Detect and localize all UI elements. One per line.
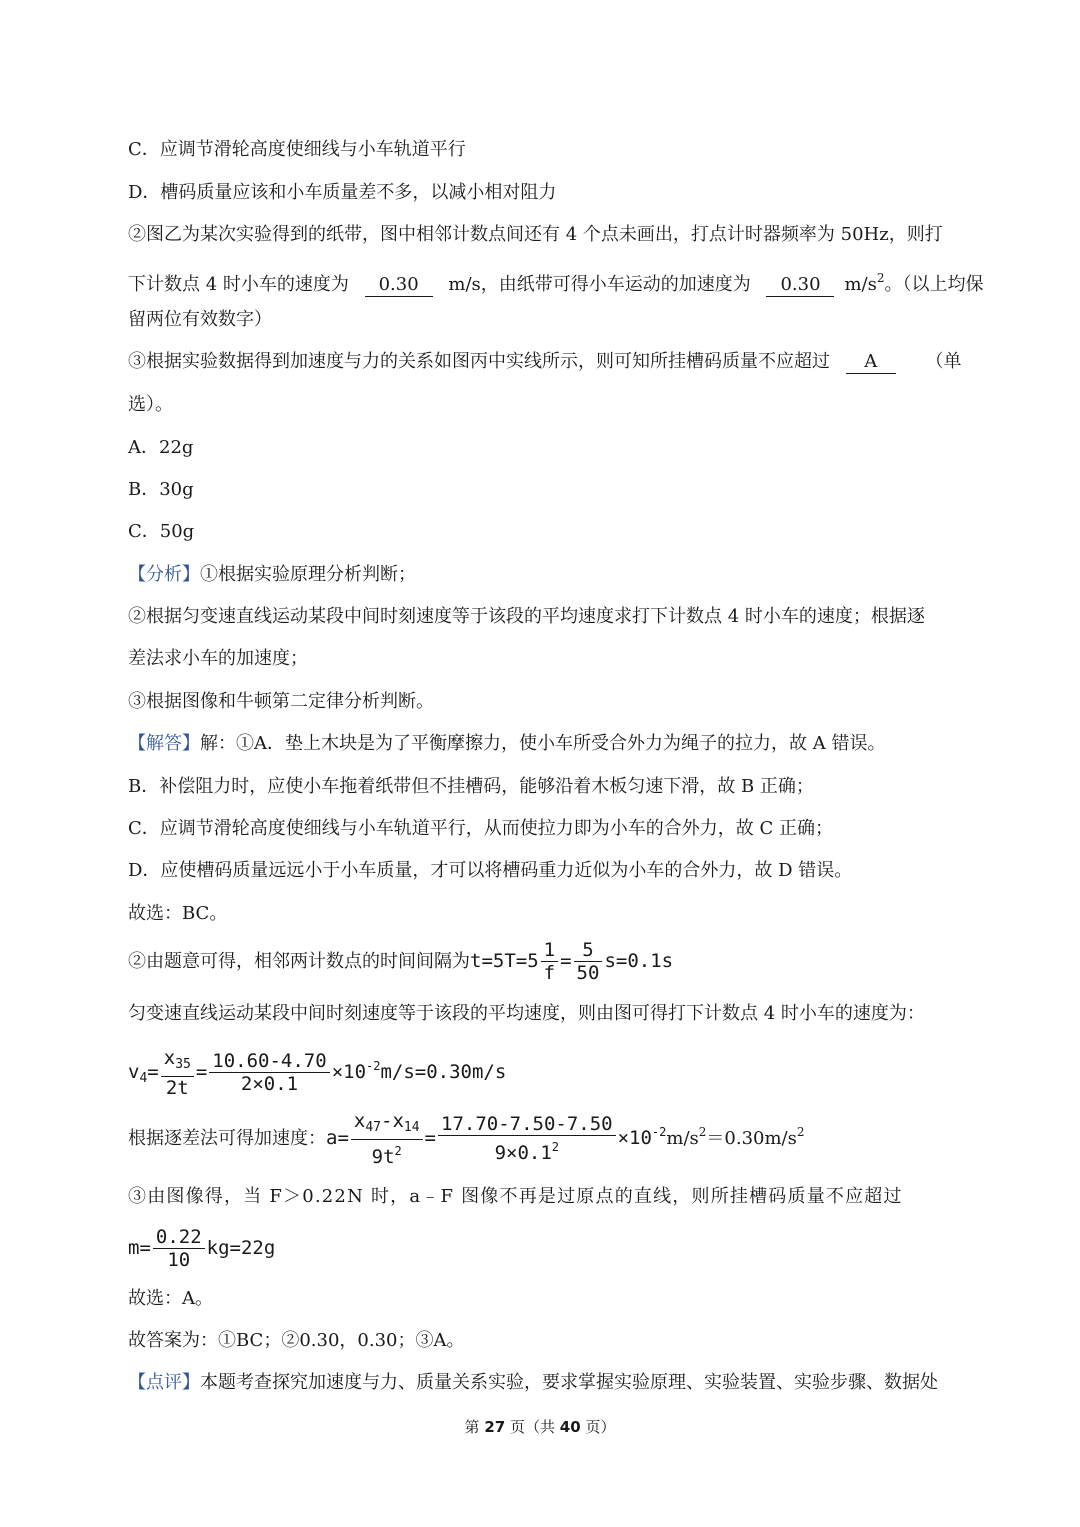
comment-line1	[128, 1370, 938, 1396]
part2-text-d: 。（以上均保	[884, 274, 984, 295]
analysis-tag: 【分析】	[128, 564, 200, 585]
formula-mass: m= $\frac{0.22}{10}$ kg=22g	[128, 1226, 276, 1271]
fraction: $\frac{0.22}{10}$	[153, 1226, 205, 1271]
analysis-line1	[128, 562, 416, 588]
fraction: $\frac{17.70-7.50-7.50}{9\times 0.1^2}$	[438, 1113, 616, 1164]
choice-c: C．50g	[128, 521, 195, 542]
answer-blank-choice: A	[846, 351, 896, 374]
part2-unit-sup: 2	[876, 271, 885, 285]
page-number: 27	[484, 1418, 506, 1436]
part3-text: ③根据实验数据得到加速度与力的关系如图丙中实线所示，则可知所挂槽码质量不应超过	[128, 351, 830, 372]
solution-line10: 故选：A。	[128, 1288, 213, 1309]
page-footer: 第 27 页（共 40 页）	[464, 1418, 616, 1436]
option-d: D．槽码质量应该和小车质量差不多，以减小相对阻力	[128, 182, 557, 203]
comment-tag: 【点评】	[128, 1372, 200, 1393]
solution-line8: 根据逐差法可得加速度：a= $\frac{x_{47}-x_{14}}{9t^2}$ = $\frac{17.70-7.50-7.50}{9\times 0.1^2}$ $\times 10^{-2}m/s^2=0.30m/s^2$	[128, 1109, 805, 1168]
part3-line2: 选）。	[128, 394, 173, 415]
choice-b: B．30g	[128, 479, 194, 500]
comment-text: 本题考查探究加速度与力、质量关系实验，要求掌握实验原理、实验装置、实验步骤、数据处	[200, 1372, 938, 1393]
part2-line1: ②图乙为某次实验得到的纸带，图中相邻计数点间还有 4 个点未画出，打点计时器频率为 50Hz，则打	[128, 224, 943, 245]
solution-text6: ②由题意可得，相邻两计数点的时间间隔为	[128, 951, 470, 972]
fraction: $\frac{x_{47}-x_{14}}{9t^2}$	[351, 1110, 423, 1168]
solution-line6	[128, 936, 673, 987]
solution-line2: B．补偿阻力时，应使小车拖着纸带但不挂槽码，能够沿着木板匀速下滑，故 B 正确；	[128, 776, 814, 797]
solution-line1	[128, 731, 885, 757]
solution-tag: 【解答】	[128, 733, 200, 754]
part2-text-b: m/s，由纸带可得小车运动的加速度为	[448, 274, 751, 295]
part3-text-end: （单	[925, 351, 962, 372]
fraction: $\frac{1}{f}$	[541, 939, 558, 984]
choice-a: A．22g	[128, 437, 194, 458]
formula-velocity: $v_4=$ $\frac{x_{35}}{2t}$ = $\frac{10.60-4.70}{2\times 0.1}$ $\times 10^{-2}m/s=0.30m/s$	[128, 1046, 507, 1099]
part2-text-a: 下计数点 4 时小车的速度为	[128, 274, 349, 295]
answer-blank-velocity: 0.30	[365, 274, 433, 297]
solution-text1: 解：①A．垫上木块是为了平衡摩擦力，使小车所受合外力为绳子的拉力，故 A 错误。	[200, 733, 886, 754]
analysis-line3: 差法求小车的加速度；	[128, 648, 308, 669]
part3-line1	[128, 349, 961, 375]
solution-line11: 故答案为：①BC；②0.30，0.30；③A。	[128, 1330, 465, 1351]
page-total: 40	[559, 1418, 581, 1436]
fraction: $\frac{x_{35}}{2t}$	[161, 1047, 194, 1099]
solution-line7: 匀变速直线运动某段中间时刻速度等于该段的平均速度，则由图可得打下计数点 4 时小车的速度为：	[128, 1003, 925, 1024]
analysis-line4: ③根据图像和牛顿第二定律分析判断。	[128, 691, 434, 712]
fraction: $\frac{10.60-4.70}{2\times 0.1}$	[209, 1050, 329, 1095]
fraction: $\frac{5}{50}$	[574, 939, 603, 984]
part2-line2	[128, 265, 984, 298]
solution-line9: ③由图像得，当 F＞0.22N 时，a﹣F 图像不再是过原点的直线，则所挂槽码质量不应超过	[128, 1186, 903, 1207]
formula-time-interval: t=5T=5 $\frac{1}{f}$ = $\frac{5}{50}$ s=0.1s	[470, 939, 674, 984]
option-c: C．应调节滑轮高度使细线与小车轨道平行	[128, 139, 466, 160]
solution-text8: 根据逐差法可得加速度：	[128, 1128, 326, 1149]
solution-line3: C．应调节滑轮高度使细线与小车轨道平行，从而使拉力即为小车的合外力，故 C 正确；	[128, 818, 833, 839]
solution-line4: D．应使槽码质量远远小于小车质量，才可以将槽码重力近似为小车的合外力，故 D 错误。	[128, 860, 853, 881]
part2-unit: m/s	[844, 274, 877, 295]
answer-blank-acceleration: 0.30	[766, 274, 834, 297]
solution-line5: 故选：BC。	[128, 903, 228, 924]
analysis-text1: ①根据实验原理分析判断；	[200, 564, 416, 585]
part2-line3: 留两位有效数字）	[128, 309, 272, 330]
analysis-line2: ②根据匀变速直线运动某段中间时刻速度等于该段的平均速度求打下计数点 4 时小车的速度；根据逐	[128, 606, 925, 627]
formula-acceleration: a= $\frac{x_{47}-x_{14}}{9t^2}$ = $\frac{17.70-7.50-7.50}{9\times 0.1^2}$ $\times 10^{-2}$	[326, 1109, 667, 1168]
